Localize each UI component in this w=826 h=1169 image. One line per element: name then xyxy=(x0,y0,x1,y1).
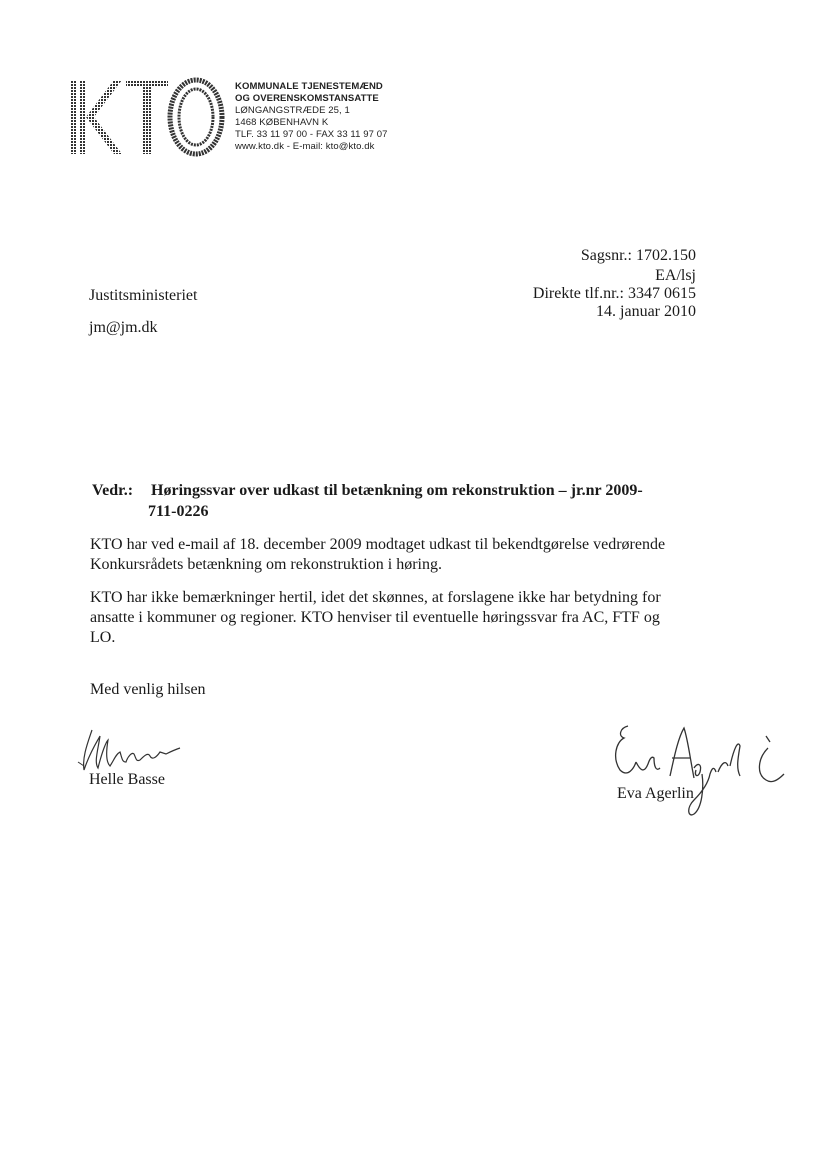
paragraph-2-line-2: ansatte i kommuner og regioner. KTO henviser til eventuelle høringssvar fra AC, FTF og xyxy=(90,609,660,626)
recipient-name: Justitsministeriet xyxy=(89,287,198,304)
subject-text: Høringssvar over udkast til betænkning om rekonstruktion – jr.nr 2009- xyxy=(151,482,643,499)
kto-logo xyxy=(68,72,228,162)
closing: Med venlig hilsen xyxy=(90,681,206,698)
paragraph-1 xyxy=(90,535,720,575)
org-street: LØNGANGSTRÆDE 25, 1 xyxy=(235,105,350,116)
org-name-line1: KOMMUNALE TJENESTEMÆND xyxy=(235,81,383,92)
signature-helle-basse xyxy=(70,722,200,777)
org-web-email: www.kto.dk - E-mail: kto@kto.dk xyxy=(235,141,375,152)
signature-eva-agerlin xyxy=(598,718,788,828)
case-number: Sagsnr.: 1702.150 xyxy=(580,247,696,264)
kto-logo-graphic xyxy=(68,72,228,162)
recipient-email: jm@jm.dk xyxy=(89,319,158,336)
org-name-line2: OG OVERENSKOMSTANSATTE xyxy=(235,93,379,104)
signer-left-name: Helle Basse xyxy=(89,771,165,788)
signer-right-name: Eva Agerlin xyxy=(617,785,694,802)
paragraph-2 xyxy=(90,588,720,648)
org-city: 1468 KØBENHAVN K xyxy=(235,117,329,128)
paragraph-2-line-1: KTO har ikke bemærkninger hertil, idet det skønnes, at forslagene ikke har betydning for xyxy=(90,589,661,606)
direct-phone: Direkte tlf.nr.: 3347 0615 xyxy=(532,285,696,302)
paragraph-1-line-2: Konkursrådets betænkning om rekonstruktion i høring. xyxy=(90,556,442,573)
subject-text-cont: 711-0226 xyxy=(148,503,209,520)
letter-date: 14. januar 2010 xyxy=(596,303,696,320)
org-phone-fax: TLF. 33 11 97 00 - FAX 33 11 97 07 xyxy=(235,129,388,140)
initials: EA/lsj xyxy=(655,267,696,284)
subject-block xyxy=(92,480,692,522)
paragraph-1-line-1: KTO har ved e-mail af 18. december 2009 modtaget udkast til bekendtgørelse vedrørende xyxy=(90,536,666,553)
subject-label: Vedr.: xyxy=(92,482,134,499)
paragraph-2-line-3: LO. xyxy=(90,629,116,646)
